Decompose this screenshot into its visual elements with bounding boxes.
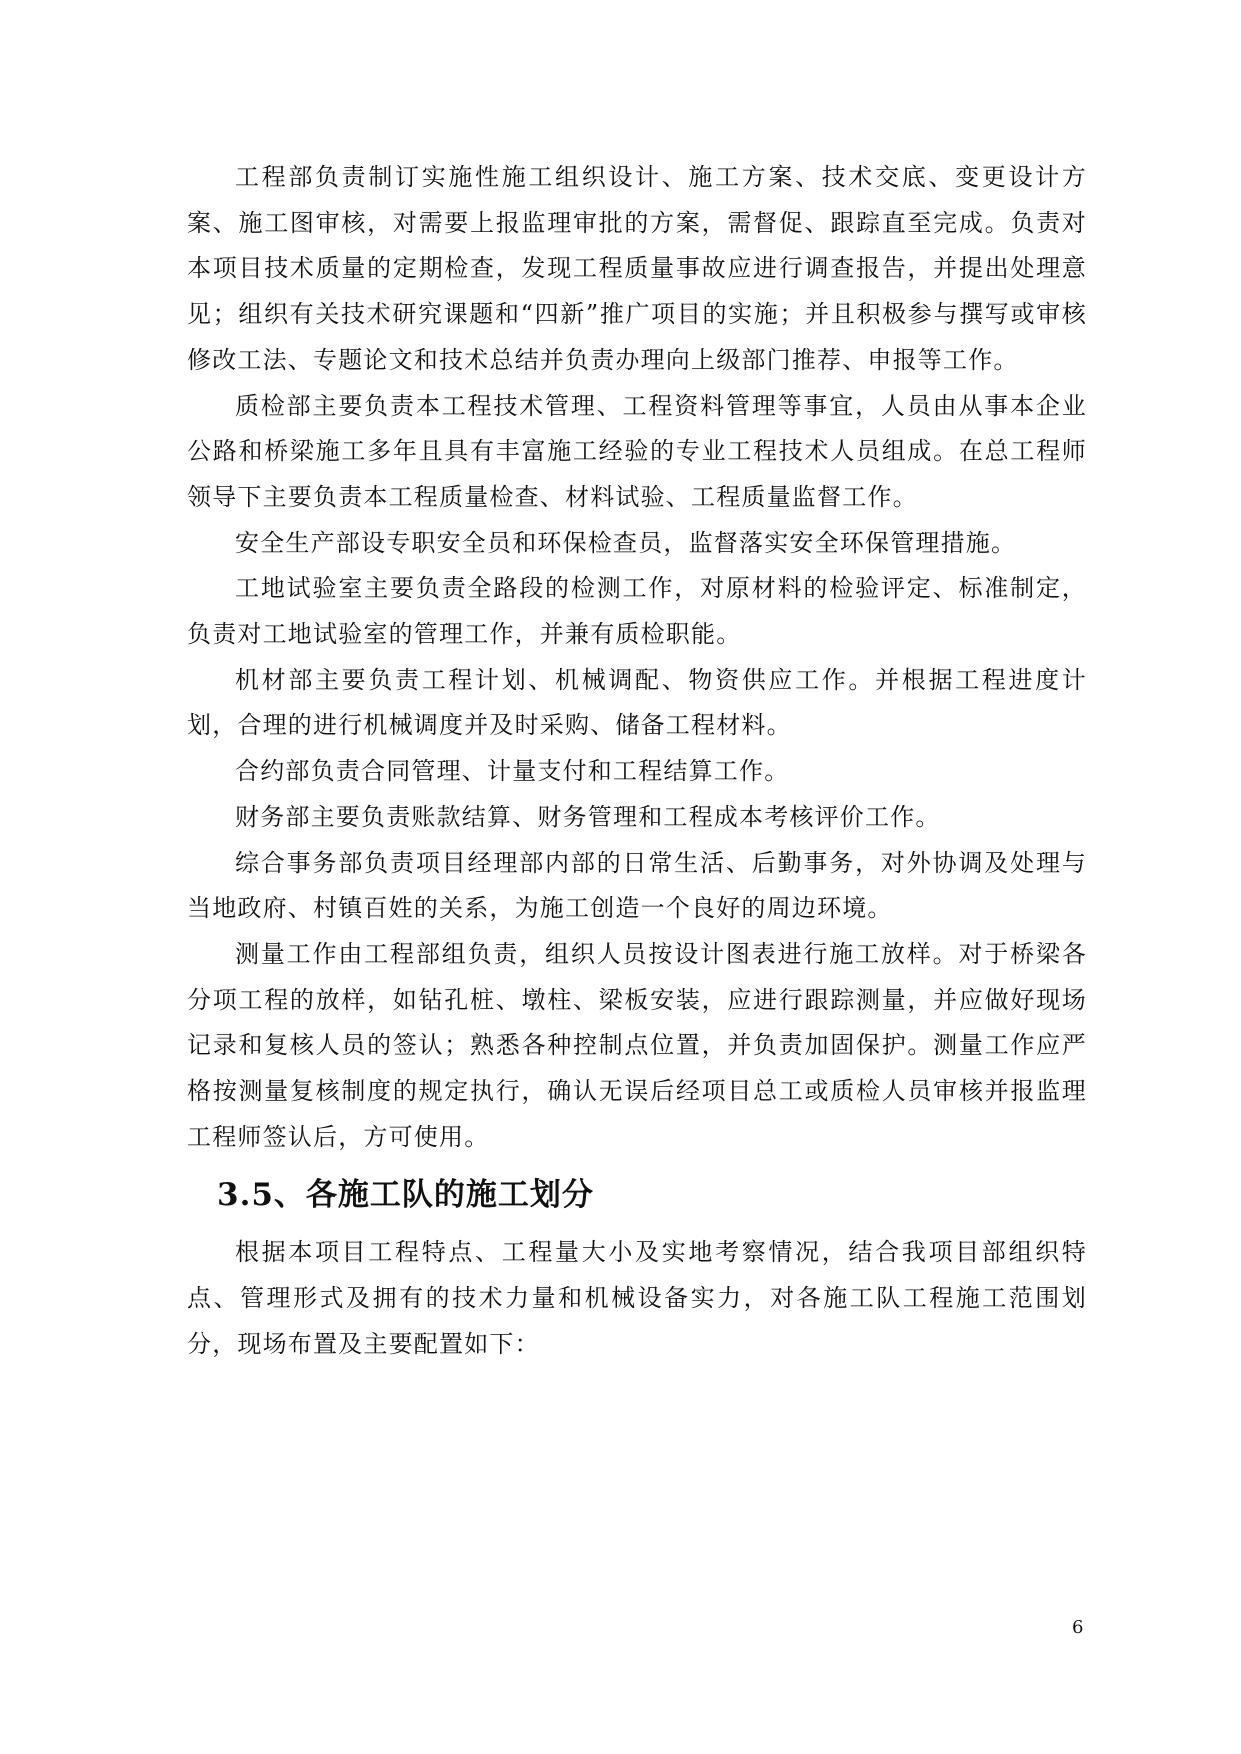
- paragraph-general-affairs-dept: 综合事务部负责项目经理部内部的日常生活、后勤事务，对外协调及处理与当地政府、村镇百姓的关系，为施工创造一个良好的周边环境。: [187, 848, 1087, 923]
- paragraph-finance-dept: 财务部主要负责账款结算、财务管理和工程成本考核评价工作。: [235, 802, 941, 831]
- page-number: 6: [1072, 1617, 1084, 1638]
- paragraph-quality-dept: 质检部主要负责本工程技术管理、工程资料管理等事宜，人员由从事本企业公路和桥梁施工多年且具有丰富施工经验的专业工程技术人员组成。在总工程师领导下主要负责本工程质量检查、材料试验、工程质量监督工作。: [187, 391, 1087, 511]
- paragraph-contracts-dept: 合约部负责合同管理、计量支付和工程结算工作。: [235, 757, 790, 786]
- paragraph-materials-dept: 机材部主要负责工程计划、机械调配、物资供应工作。并根据工程进度计划，合理的进行机械调度并及时采购、储备工程材料。: [187, 665, 1087, 740]
- paragraph-survey-work: 测量工作由工程部组负责，组织人员按设计图表进行施工放样。对于桥梁各分项工程的放样，如钻孔桩、墩柱、梁板安装，应进行跟踪测量，并应做好现场记录和复核人员的签认；熟悉各种控制点位置，并负责加固保护。测量工作应严格按测量复核制度的规定执行，确认无误后经项目总工或质检人员审核并报监理工程师签认后，方可使用。: [187, 939, 1087, 1151]
- paragraph-safety-dept: 安全生产部设专职安全员和环保检查员，监督落实安全环保管理措施。: [235, 528, 1017, 557]
- section-heading: 3.5、各施工队的施工划分: [217, 1177, 594, 1214]
- section-paragraph: 根据本项目工程特点、工程量大小及实地考察情况，结合我项目部组织特点、管理形式及拥有的技术力量和机械设备实力，对各施工队工程施工范围划分，现场布置及主要配置如下：: [187, 1238, 1087, 1358]
- paragraph-lab: 工地试验室主要负责全路段的检测工作，对原材料的检验评定、标准制定，负责对工地试验室的管理工作，并兼有质检职能。: [187, 574, 1087, 649]
- document-body: [187, 155, 1087, 1368]
- paragraph-engineering-dept: 工程部负责制订实施性施工组织设计、施工方案、技术交底、变更设计方案、施工图审核，对需要上报监理审批的方案，需督促、跟踪直至完成。负责对本项目技术质量的定期检查，发现工程质量事故应进行调查报告，并提出处理意见；组织有关技术研究课题和“四新”推广项目的实施；并且积极参与撰写或审核修改工法、专题论文和技术总结并负责办理向上级部门推荐、申报等工作。: [187, 163, 1087, 374]
